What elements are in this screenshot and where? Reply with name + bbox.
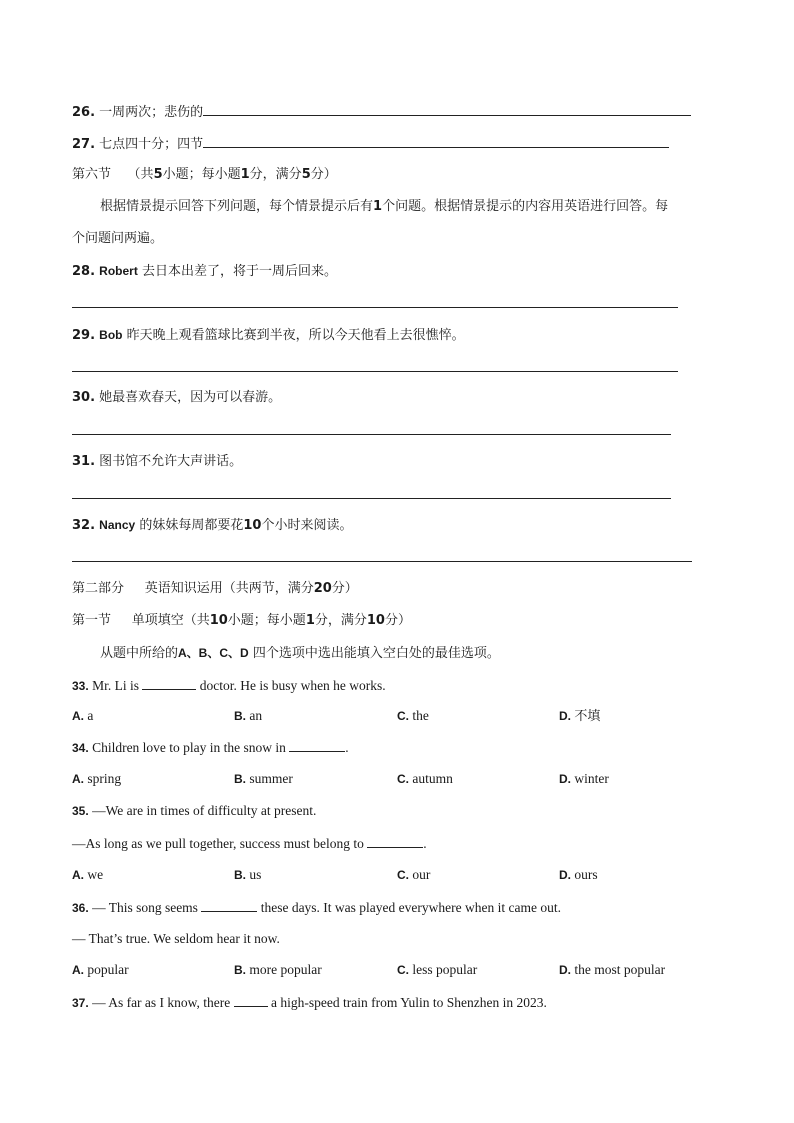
section-title: 第一节 — [72, 613, 112, 628]
option-c[interactable] — [397, 707, 429, 725]
answer-line-29[interactable] — [72, 371, 678, 372]
person-name: Robert — [99, 264, 138, 278]
option-letter: C. — [397, 772, 409, 786]
section-scoring-text: 分） — [384, 613, 411, 628]
option-letter: D. — [559, 963, 571, 977]
option-text: the most popular — [574, 962, 666, 977]
section-scoring-text: 分，满分 — [249, 167, 302, 182]
option-text: summer — [249, 771, 293, 786]
question-stem: — That’s true. We seldom hear it now. — [72, 931, 280, 946]
part-subtitle-end: 分） — [331, 581, 358, 596]
part-2-header — [72, 580, 358, 598]
option-b[interactable] — [234, 707, 262, 725]
section-title: 第六节 — [72, 167, 112, 182]
answer-line-30[interactable] — [72, 434, 671, 435]
section-6-header — [72, 166, 337, 184]
option-letter: A. — [72, 772, 84, 786]
option-text: an — [249, 708, 263, 723]
section-1-instructions — [100, 644, 500, 663]
option-c[interactable] — [397, 770, 453, 788]
instruction-text: 四个选项中选出能填入空白处的最佳选项。 — [252, 646, 500, 661]
option-c[interactable] — [397, 961, 477, 979]
option-d[interactable] — [559, 707, 600, 726]
question-text: 昨天晚上观看篮球比赛到半夜，所以今天他看上去很憔悴。 — [126, 328, 465, 343]
question-33 — [72, 676, 386, 695]
question-stem: —As long as we pull together, success must belong to — [72, 836, 364, 851]
total-points: 10 — [366, 613, 385, 628]
option-letter: C. — [397, 868, 409, 882]
answer-blank[interactable] — [203, 134, 669, 148]
question-text: 她最喜欢春天，因为可以春游。 — [99, 390, 282, 405]
option-letter: C. — [397, 963, 409, 977]
total-points: 20 — [313, 581, 332, 596]
option-letter: B. — [234, 709, 246, 723]
question-number: 26. — [72, 105, 96, 120]
question-number: 30. — [72, 390, 96, 405]
question-count: 5 — [153, 167, 163, 182]
answer-blank[interactable] — [203, 102, 691, 116]
option-text: more popular — [249, 962, 322, 977]
question-36-line-2 — [72, 930, 280, 948]
question-29 — [72, 326, 465, 345]
instruction-text: 根据情景提示回答下列问题，每个情景提示后有 — [100, 199, 374, 214]
section-scoring-text: 小题；每小题 — [227, 613, 306, 628]
option-text: ours — [574, 867, 598, 882]
answer-blank[interactable] — [234, 993, 268, 1007]
instruction-text: 个问题问两遍。 — [72, 231, 164, 246]
option-letter: A. — [72, 963, 84, 977]
section-1-header — [72, 612, 411, 630]
points-per-question: 1 — [305, 613, 315, 628]
option-text: popular — [87, 962, 129, 977]
question-text: 图书馆不允许大声讲话。 — [99, 454, 243, 469]
option-a[interactable] — [72, 961, 129, 979]
option-c[interactable] — [397, 866, 430, 884]
option-letter: B. — [234, 963, 246, 977]
option-text: winter — [574, 771, 609, 786]
section-6-instructions — [100, 198, 668, 216]
person-name: Bob — [99, 328, 123, 342]
instruction-text: 个问题。根据情景提示的内容用英语进行回答。每 — [382, 199, 669, 214]
answer-blank[interactable] — [367, 834, 423, 848]
option-text: a — [87, 708, 94, 723]
question-stem: — This song seems — [92, 900, 198, 915]
instruction-text: 从题中所给的 — [100, 646, 179, 661]
question-number: 28. — [72, 264, 96, 279]
part-title: 第二部分 — [72, 581, 125, 596]
question-32 — [72, 516, 352, 535]
option-a[interactable] — [72, 707, 93, 725]
answer-line-31[interactable] — [72, 498, 671, 499]
question-35-line-2 — [72, 834, 427, 853]
option-letters: A、B、C、D — [178, 646, 249, 660]
option-a[interactable] — [72, 866, 103, 884]
question-28 — [72, 262, 337, 281]
question-stem: a high-speed train from Yulin to Shenzhen in 2023. — [271, 995, 547, 1010]
option-text: our — [412, 867, 431, 882]
instruction-number: 1 — [373, 199, 383, 214]
question-count: 10 — [209, 613, 228, 628]
question-text: 个小时来阅读。 — [261, 518, 353, 533]
question-37 — [72, 993, 547, 1012]
question-number: 35. — [72, 804, 89, 818]
question-26 — [72, 102, 691, 122]
question-text: 一周两次；悲伤的 — [99, 105, 204, 120]
question-number: 29. — [72, 328, 96, 343]
question-27 — [72, 134, 669, 154]
section-scoring-text: 分） — [310, 167, 337, 182]
question-stem: . — [345, 740, 349, 755]
section-6-instructions-cont — [72, 230, 163, 248]
question-number: 33. — [72, 679, 89, 693]
question-31 — [72, 453, 242, 471]
question-30 — [72, 389, 281, 407]
question-34 — [72, 738, 349, 757]
answer-blank[interactable] — [142, 676, 196, 690]
option-d[interactable] — [559, 961, 665, 979]
question-35 — [72, 802, 316, 820]
answer-blank[interactable] — [201, 898, 257, 912]
hours-number: 10 — [243, 518, 262, 533]
question-text: 七点四十分；四节 — [99, 137, 204, 152]
question-number: 31. — [72, 454, 96, 469]
total-points: 5 — [301, 167, 311, 182]
points-per-question: 1 — [240, 167, 250, 182]
option-letter: D. — [559, 868, 571, 882]
section-scoring-text: （共 — [127, 167, 154, 182]
option-text: less popular — [412, 962, 478, 977]
option-letter: A. — [72, 709, 84, 723]
option-d[interactable] — [559, 866, 598, 884]
question-text: 去日本出差了，将于一周后回来。 — [141, 264, 337, 279]
option-text: the — [412, 708, 429, 723]
part-subtitle: 英语知识运用（共两节，满分 — [144, 581, 314, 596]
answer-line-28[interactable] — [72, 307, 678, 308]
question-number: 32. — [72, 518, 96, 533]
section-scoring-text: 分，满分 — [314, 613, 367, 628]
section-scoring-text: 单项填空（共 — [131, 613, 210, 628]
question-number: 27. — [72, 137, 96, 152]
answer-blank[interactable] — [289, 738, 345, 752]
option-text: autumn — [412, 771, 453, 786]
option-b[interactable] — [234, 770, 293, 788]
option-letter: B. — [234, 868, 246, 882]
option-text: spring — [87, 771, 122, 786]
question-number: 36. — [72, 901, 89, 915]
question-number: 34. — [72, 741, 89, 755]
person-name: Nancy — [99, 518, 136, 532]
question-36 — [72, 898, 561, 917]
answer-line-32[interactable] — [72, 561, 692, 562]
question-stem: Children love to play in the snow in — [92, 740, 286, 755]
option-text: us — [249, 867, 262, 882]
option-letter: D. — [559, 709, 571, 723]
question-number: 37. — [72, 996, 89, 1010]
question-stem: — As far as I know, there — [92, 995, 231, 1010]
option-letter: B. — [234, 772, 246, 786]
question-stem: these days. It was played everywhere when it came out. — [260, 900, 561, 915]
section-scoring-text: 小题；每小题 — [162, 167, 241, 182]
option-letter: D. — [559, 772, 571, 786]
question-text: 的妹妹每周都要花 — [139, 518, 244, 533]
option-text: 不填 — [574, 709, 601, 724]
question-stem: —We are in times of difficulty at present. — [92, 803, 317, 818]
option-b[interactable] — [234, 866, 261, 884]
question-stem: Mr. Li is — [92, 678, 139, 693]
option-a[interactable] — [72, 770, 121, 788]
question-stem: doctor. He is busy when he works. — [199, 678, 386, 693]
option-text: we — [87, 867, 104, 882]
option-d[interactable] — [559, 770, 609, 788]
option-b[interactable] — [234, 961, 322, 979]
question-stem: . — [423, 836, 427, 851]
option-letter: C. — [397, 709, 409, 723]
option-letter: A. — [72, 868, 84, 882]
